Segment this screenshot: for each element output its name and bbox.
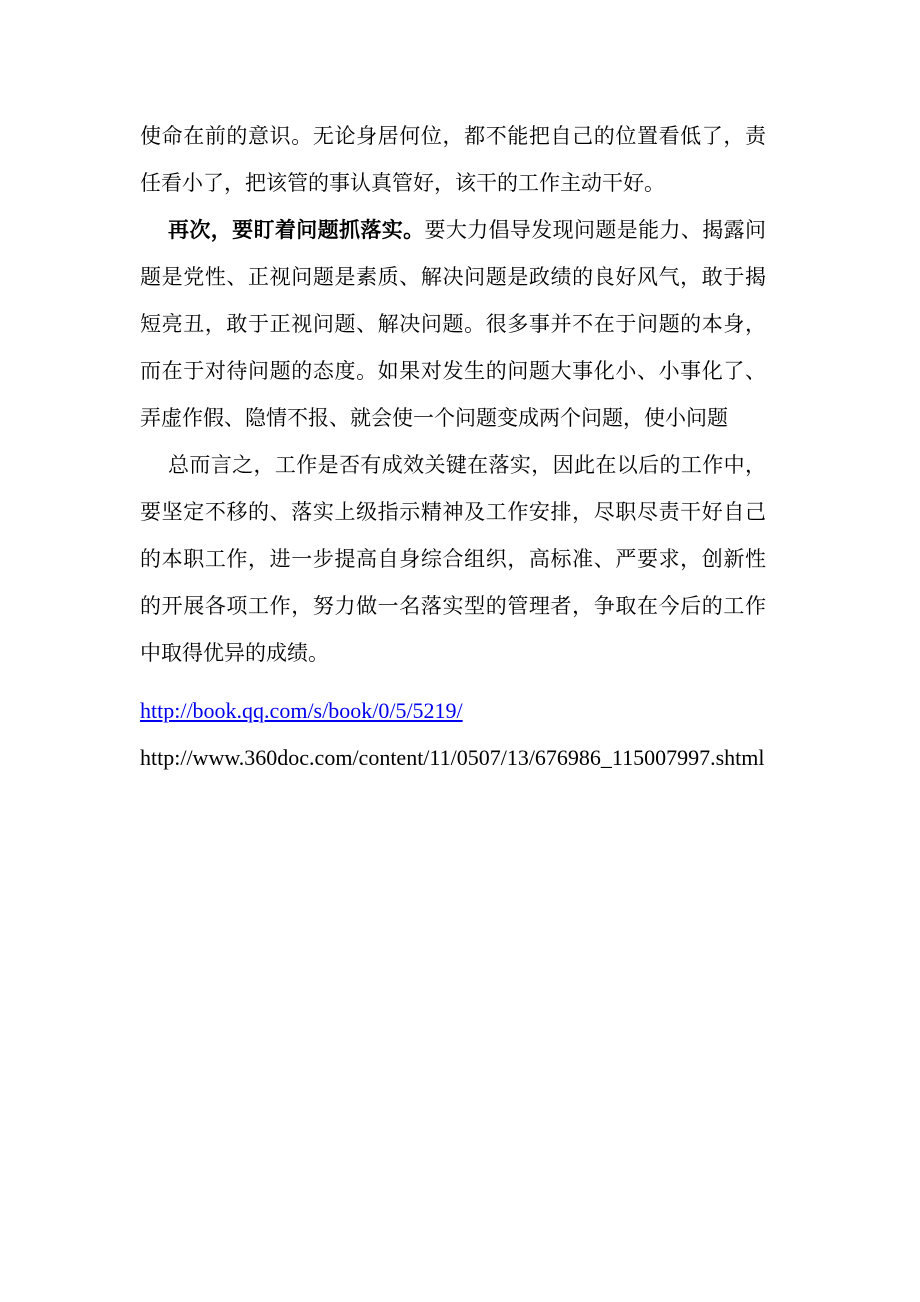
link-line: [140, 687, 766, 734]
paragraph-lead-bold: 再次，要盯着问题抓落实。: [168, 219, 425, 242]
text-line: 题是党性、正视问题是素质、解决问题是政绩的良好风气，敢于揭: [140, 265, 766, 289]
text-line: 弄虚作假、隐情不报、就会使一个问题变成两个问题，使小问题: [140, 406, 728, 430]
text-run: 要大力倡导发现问题是能力、揭露问: [424, 218, 767, 242]
doc360-url-text: http://www.360doc.com/content/11/0507/13/676986_115007997.shtml: [140, 745, 765, 770]
text-line: 中取得优异的成绩。: [140, 641, 329, 665]
reference-links: [140, 687, 766, 781]
link-line: [140, 734, 766, 781]
text-line: 而在于对待问题的态度。如果对发生的问题大事化小、小事化了、: [140, 359, 766, 383]
text-line: 要坚定不移的、落实上级指示精神及工作安排，尽职尽责干好自己: [140, 500, 766, 524]
text-line: 短亮丑，敢于正视问题、解决问题。很多事并不在于问题的本身，: [140, 312, 766, 336]
document-content: [140, 113, 766, 781]
text-line: [140, 207, 766, 254]
qq-book-link[interactable]: http://book.qq.com/s/book/0/5/5219/: [140, 698, 463, 723]
text-line: 的本职工作，进一步提高自身综合组织，高标准、严要求，创新性: [140, 547, 766, 571]
text-line: 任看小了，把该管的事认真管好，该干的工作主动干好。: [140, 171, 665, 195]
text-line: 的开展各项工作，努力做一名落实型的管理者，争取在今后的工作: [140, 594, 766, 618]
text-line: 总而言之，工作是否有成效关键在落实，因此在以后的工作中，: [168, 453, 766, 477]
text-line: 使命在前的意识。无论身居何位，都不能把自己的位置看低了，责: [140, 124, 766, 148]
